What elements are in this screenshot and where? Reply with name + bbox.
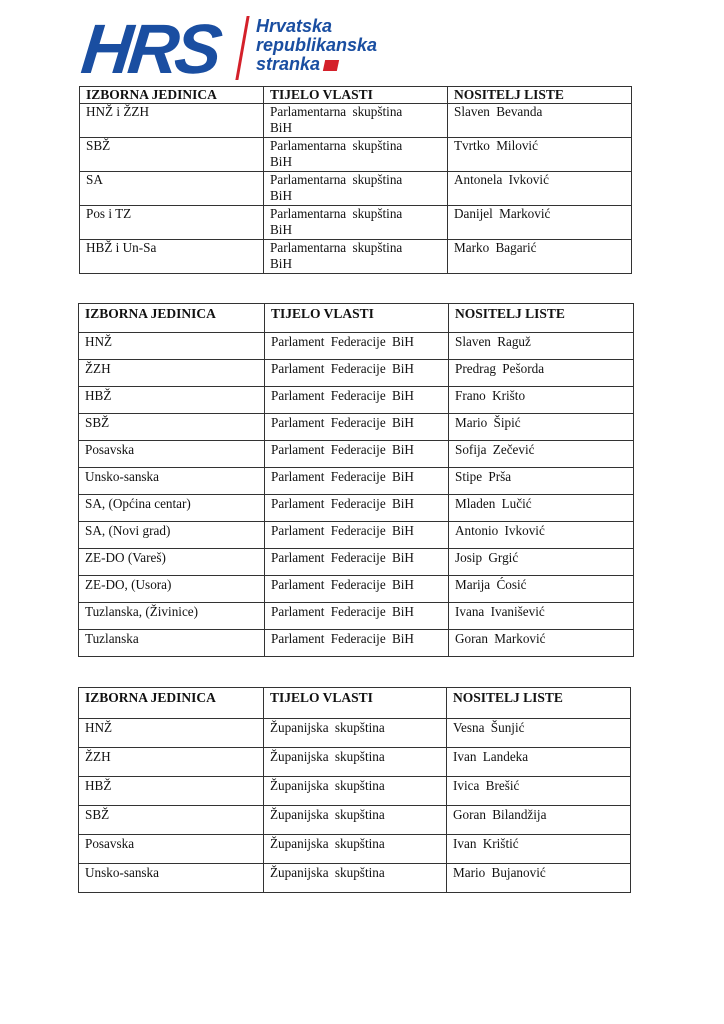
cell-tijelo-vlasti: Parlamentarna skupština BiH bbox=[264, 104, 448, 138]
cell-nositelj-liste: Ivica Brešić bbox=[447, 777, 631, 806]
cell-tijelo-vlasti: Parlamentarna skupština BiH bbox=[264, 240, 448, 274]
cell-nositelj-liste: Sofija Zečević bbox=[449, 441, 634, 468]
cell-izborna-jedinica: ZE-DO (Vareš) bbox=[79, 549, 265, 576]
cell-izborna-jedinica: Unsko-sanska bbox=[79, 864, 264, 893]
cell-tijelo-vlasti: Parlament Federacije BiH bbox=[265, 630, 449, 657]
cell-izborna-jedinica: HNŽ bbox=[79, 333, 265, 360]
table-row bbox=[79, 603, 634, 630]
cell-nositelj-liste: Josip Grgić bbox=[449, 549, 634, 576]
cell-tijelo-vlasti: Parlament Federacije BiH bbox=[265, 522, 449, 549]
table-row bbox=[79, 360, 634, 387]
table-header-row bbox=[80, 87, 632, 104]
table-header-row bbox=[79, 688, 631, 719]
cell-nositelj-liste: Marko Bagarić bbox=[448, 240, 632, 274]
header-nositelj-liste: NOSITELJ LISTE bbox=[449, 304, 634, 333]
header-izborna-jedinica: IZBORNA JEDINICA bbox=[79, 688, 264, 719]
cell-izborna-jedinica: ZE-DO, (Usora) bbox=[79, 576, 265, 603]
logo-line-3-wrap bbox=[256, 55, 377, 74]
cell-tijelo-vlasti: Parlamentarna skupština BiH bbox=[264, 138, 448, 172]
cell-izborna-jedinica: HNŽ bbox=[79, 719, 264, 748]
cell-nositelj-liste: Antonela Ivković bbox=[448, 172, 632, 206]
cell-tijelo-vlasti: Parlament Federacije BiH bbox=[265, 495, 449, 522]
table-row bbox=[79, 414, 634, 441]
cell-izborna-jedinica: HBŽ i Un-Sa bbox=[80, 240, 264, 274]
table-row bbox=[79, 835, 631, 864]
hrs-logo bbox=[77, 10, 400, 88]
cell-nositelj-liste: Stipe Prša bbox=[449, 468, 634, 495]
cell-izborna-jedinica: HBŽ bbox=[79, 387, 265, 414]
table-parlamentarna-skupstina bbox=[79, 86, 632, 274]
header-nositelj-liste: NOSITELJ LISTE bbox=[448, 87, 632, 104]
cell-nositelj-liste: Mario Bujanović bbox=[447, 864, 631, 893]
table-row bbox=[79, 748, 631, 777]
table-body bbox=[80, 104, 632, 274]
table-row bbox=[79, 468, 634, 495]
cell-izborna-jedinica: SA bbox=[80, 172, 264, 206]
cell-tijelo-vlasti: Parlament Federacije BiH bbox=[265, 468, 449, 495]
table-row bbox=[79, 806, 631, 835]
cell-izborna-jedinica: Posavska bbox=[79, 441, 265, 468]
cell-nositelj-liste: Goran Bilandžija bbox=[447, 806, 631, 835]
table-row bbox=[79, 387, 634, 414]
cell-nositelj-liste: Ivan Landeka bbox=[447, 748, 631, 777]
table-header-row bbox=[79, 304, 634, 333]
table-row bbox=[79, 864, 631, 893]
cell-nositelj-liste: Ivana Ivanišević bbox=[449, 603, 634, 630]
table-row bbox=[79, 777, 631, 806]
cell-izborna-jedinica: SBŽ bbox=[79, 414, 265, 441]
cell-tijelo-vlasti: Parlament Federacije BiH bbox=[265, 360, 449, 387]
cell-nositelj-liste: Mario Šipić bbox=[449, 414, 634, 441]
cell-izborna-jedinica: SBŽ bbox=[79, 806, 264, 835]
cell-nositelj-liste: Slaven Bevanda bbox=[448, 104, 632, 138]
cell-izborna-jedinica: SA, (Novi grad) bbox=[79, 522, 265, 549]
header-tijelo-vlasti: TIJELO VLASTI bbox=[264, 688, 447, 719]
table-row bbox=[79, 333, 634, 360]
cell-izborna-jedinica: Tuzlanska bbox=[79, 630, 265, 657]
logo-party-name bbox=[256, 17, 377, 74]
logo-line-1: Hrvatska bbox=[256, 16, 333, 36]
cell-tijelo-vlasti: Parlament Federacije BiH bbox=[265, 603, 449, 630]
header-izborna-jedinica: IZBORNA JEDINICA bbox=[79, 304, 265, 333]
logo-line-3: stranka bbox=[256, 54, 321, 74]
cell-tijelo-vlasti: Parlament Federacije BiH bbox=[265, 549, 449, 576]
cell-izborna-jedinica: Tuzlanska, (Živinice) bbox=[79, 603, 265, 630]
table-body bbox=[79, 719, 631, 893]
table-row bbox=[80, 240, 632, 274]
cell-nositelj-liste: Goran Marković bbox=[449, 630, 634, 657]
cell-tijelo-vlasti: Županijska skupština bbox=[264, 748, 447, 777]
header-tijelo-vlasti: TIJELO VLASTI bbox=[264, 87, 448, 104]
table-parlament-federacije bbox=[78, 303, 634, 657]
cell-nositelj-liste: Tvrtko Milović bbox=[448, 138, 632, 172]
cell-izborna-jedinica: Pos i TZ bbox=[80, 206, 264, 240]
logo-red-square-icon bbox=[323, 60, 339, 71]
cell-tijelo-vlasti: Parlament Federacije BiH bbox=[265, 414, 449, 441]
header-nositelj-liste: NOSITELJ LISTE bbox=[447, 688, 631, 719]
table-row bbox=[79, 522, 634, 549]
cell-tijelo-vlasti: Parlament Federacije BiH bbox=[265, 333, 449, 360]
cell-izborna-jedinica: SA, (Općina centar) bbox=[79, 495, 265, 522]
logo-line-2: republikanska bbox=[256, 35, 378, 55]
table-zupanijska-skupstina bbox=[78, 687, 631, 893]
cell-tijelo-vlasti: Parlament Federacije BiH bbox=[265, 576, 449, 603]
cell-nositelj-liste: Slaven Raguž bbox=[449, 333, 634, 360]
cell-tijelo-vlasti: Parlamentarna skupština BiH bbox=[264, 172, 448, 206]
cell-tijelo-vlasti: Županijska skupština bbox=[264, 719, 447, 748]
cell-izborna-jedinica: ŽZH bbox=[79, 360, 265, 387]
cell-tijelo-vlasti: Županijska skupština bbox=[264, 777, 447, 806]
cell-izborna-jedinica: HBŽ bbox=[79, 777, 264, 806]
cell-tijelo-vlasti: Županijska skupština bbox=[264, 835, 447, 864]
cell-nositelj-liste: Mladen Lučić bbox=[449, 495, 634, 522]
table-row bbox=[80, 104, 632, 138]
cell-tijelo-vlasti: Parlament Federacije BiH bbox=[265, 441, 449, 468]
cell-tijelo-vlasti: Parlament Federacije BiH bbox=[265, 387, 449, 414]
cell-izborna-jedinica: Unsko-sanska bbox=[79, 468, 265, 495]
table-row bbox=[80, 172, 632, 206]
header-izborna-jedinica: IZBORNA JEDINICA bbox=[80, 87, 264, 104]
table-row bbox=[79, 549, 634, 576]
cell-izborna-jedinica: HNŽ i ŽZH bbox=[80, 104, 264, 138]
cell-tijelo-vlasti: Županijska skupština bbox=[264, 864, 447, 893]
cell-izborna-jedinica: ŽZH bbox=[79, 748, 264, 777]
cell-nositelj-liste: Antonio Ivković bbox=[449, 522, 634, 549]
table-row bbox=[80, 138, 632, 172]
cell-nositelj-liste: Ivan Krištić bbox=[447, 835, 631, 864]
cell-izborna-jedinica: SBŽ bbox=[80, 138, 264, 172]
table-row bbox=[79, 495, 634, 522]
table-row bbox=[79, 719, 631, 748]
logo-red-slash bbox=[235, 16, 249, 80]
cell-izborna-jedinica: Posavska bbox=[79, 835, 264, 864]
cell-tijelo-vlasti: Parlamentarna skupština BiH bbox=[264, 206, 448, 240]
table-body bbox=[79, 333, 634, 657]
cell-nositelj-liste: Frano Krišto bbox=[449, 387, 634, 414]
table-row bbox=[80, 206, 632, 240]
cell-nositelj-liste: Danijel Marković bbox=[448, 206, 632, 240]
cell-tijelo-vlasti: Županijska skupština bbox=[264, 806, 447, 835]
header-tijelo-vlasti: TIJELO VLASTI bbox=[265, 304, 449, 333]
cell-nositelj-liste: Marija Ćosić bbox=[449, 576, 634, 603]
table-row bbox=[79, 576, 634, 603]
cell-nositelj-liste: Predrag Pešorda bbox=[449, 360, 634, 387]
cell-nositelj-liste: Vesna Šunjić bbox=[447, 719, 631, 748]
table-row bbox=[79, 630, 634, 657]
logo-abbreviation: HRS bbox=[77, 10, 222, 88]
table-row bbox=[79, 441, 634, 468]
